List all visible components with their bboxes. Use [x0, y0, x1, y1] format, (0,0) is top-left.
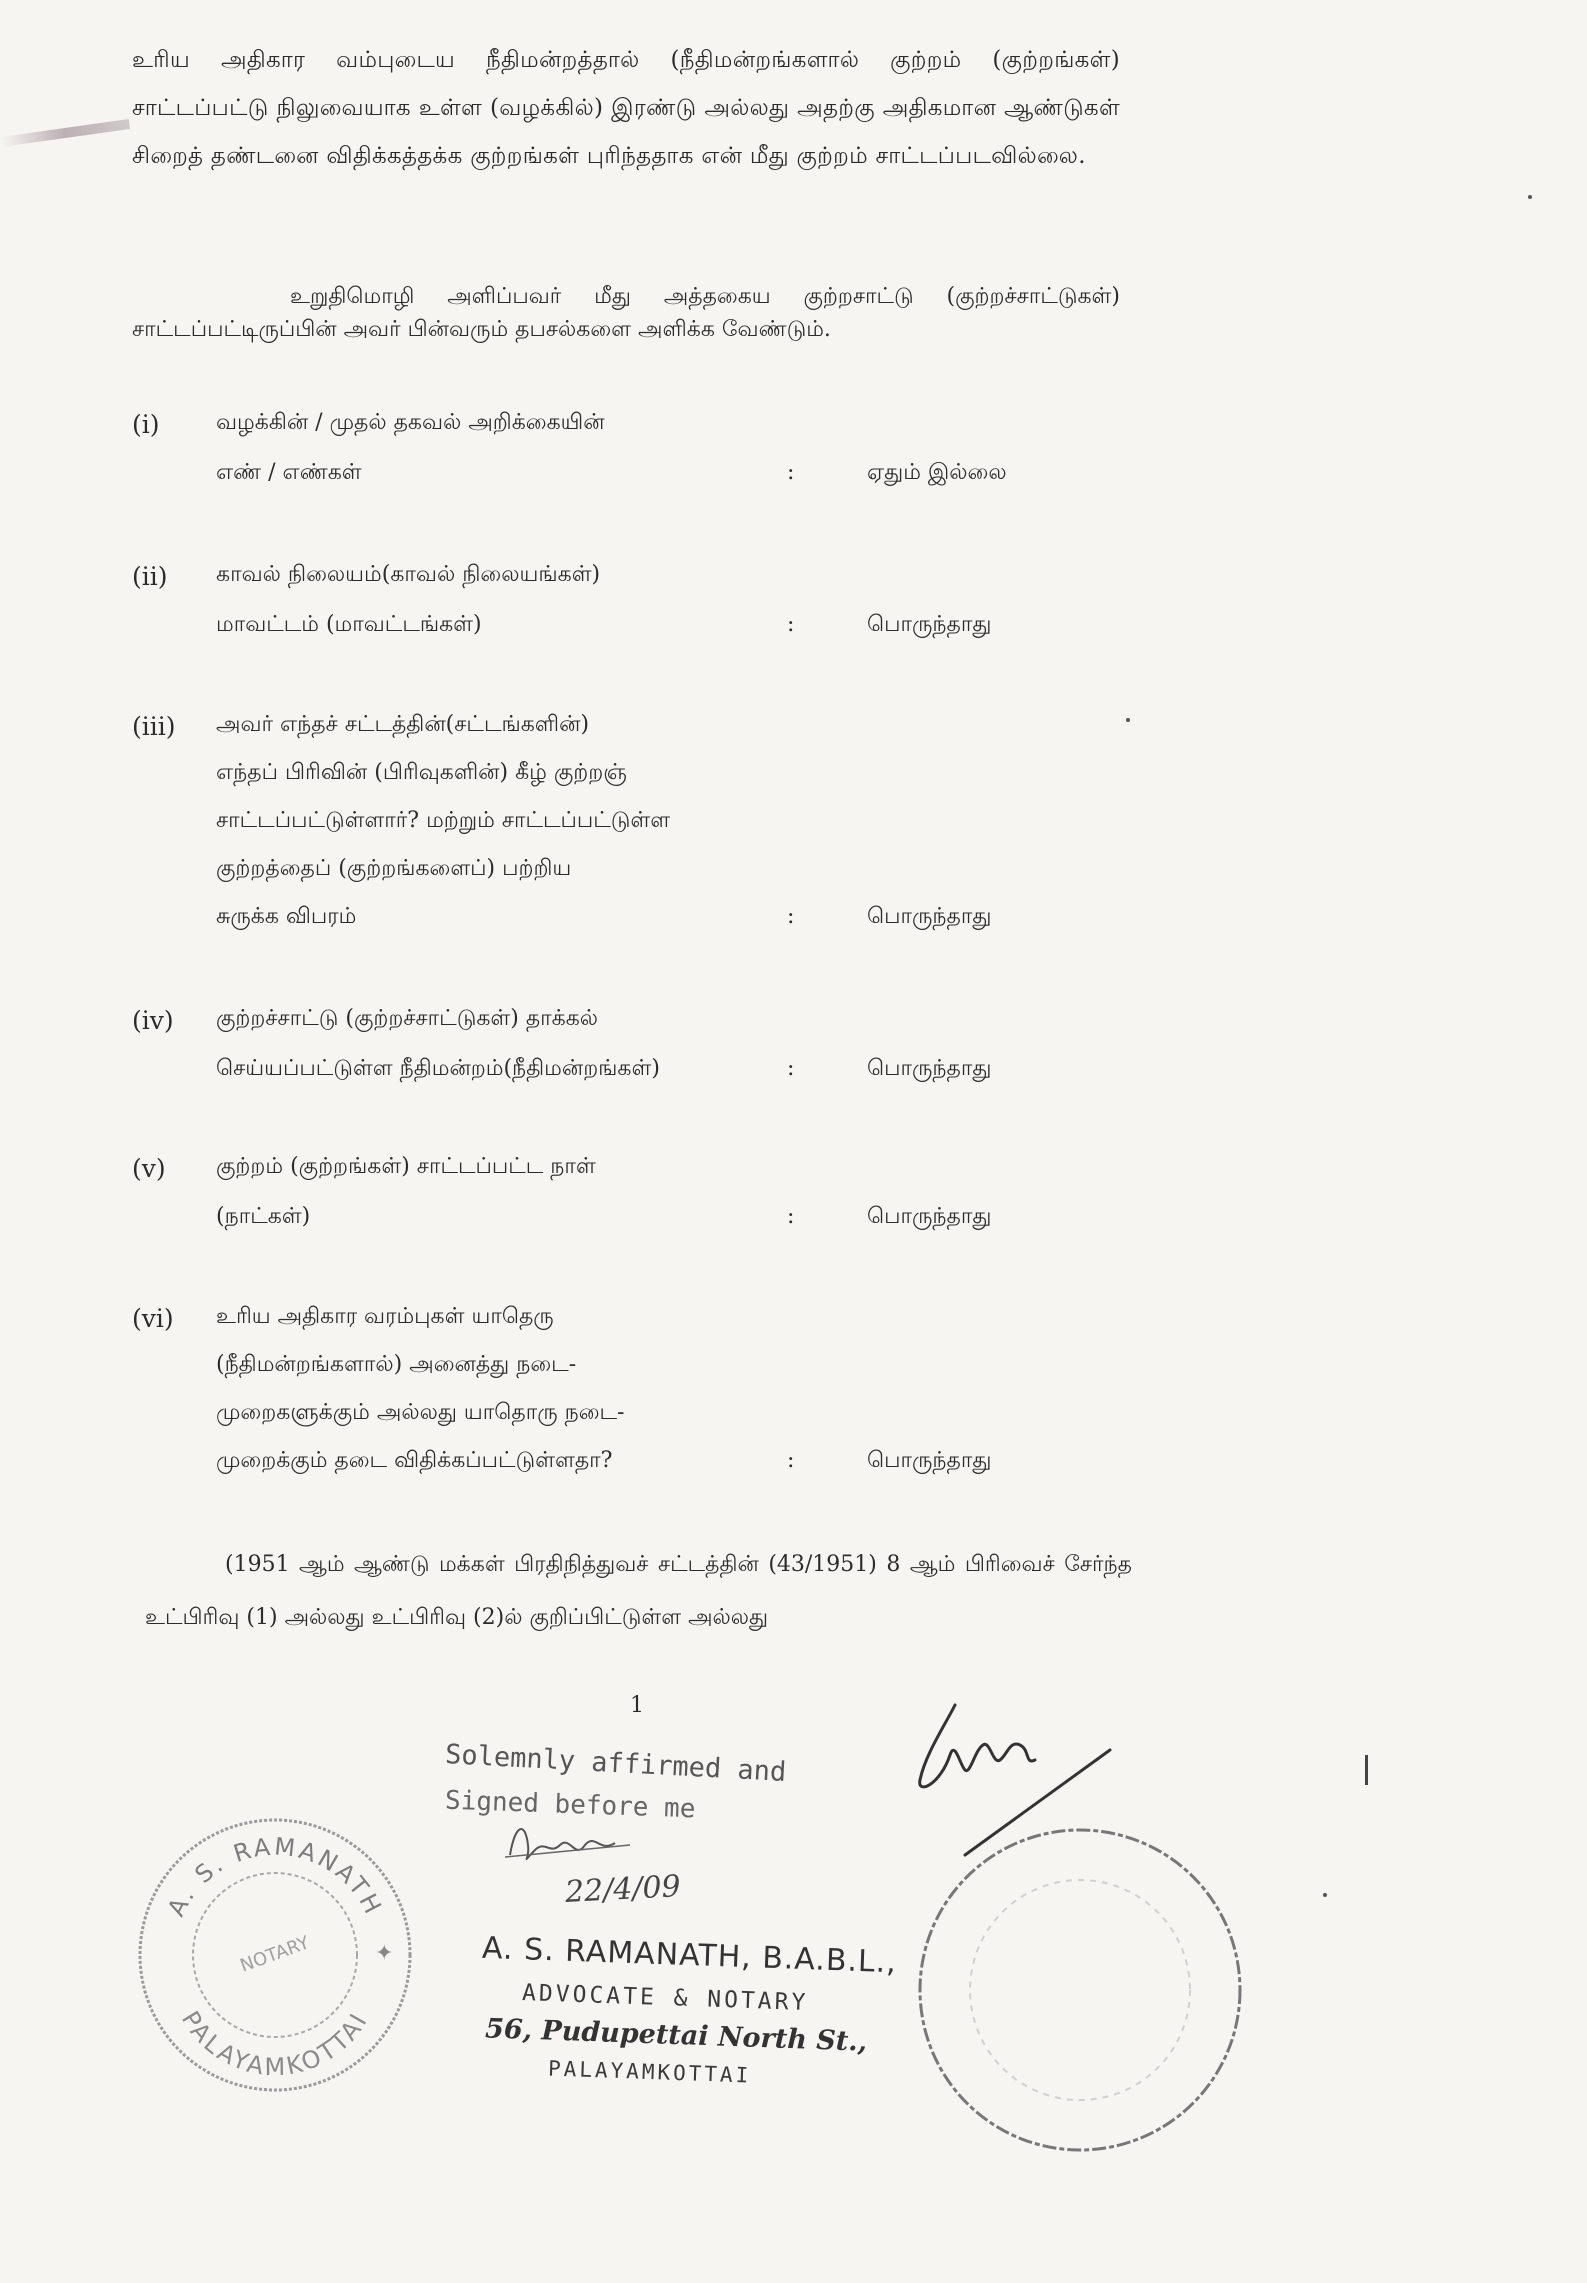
right-seal-ring — [920, 1830, 1240, 2150]
seal-star-icon: ✦ — [375, 1941, 394, 1966]
speck — [1323, 1893, 1327, 1897]
seal-center-text: NOTARY — [237, 1932, 313, 1977]
item-label-line: செய்யப்பட்டுள்ள நீதிமன்றம்(நீதிமன்றங்கள்) — [216, 1056, 660, 1081]
right-faint-seal — [900, 1810, 1260, 2170]
item-label-line: உரிய அதிகார வரம்புகள் யாதெரு — [216, 1304, 554, 1329]
speck — [1126, 718, 1130, 722]
closing-text: (1951 ஆம் ஆண்டு மக்கள் பிரதிநித்துவச் சட்டத்தின் (43/1951) 8 ஆம் பிரிவைச் சேர்ந்த உட்பிரிவு (1) அல்லது உட்பிரிவு (2)ல் குறிப்பிட்டுள்ள அல்லது — [145, 1552, 1132, 1630]
item-number: (ii) — [132, 562, 168, 591]
notary-seal — [130, 1810, 420, 2100]
item-label-line: சாட்டப்பட்டுள்ளார்? மற்றும் சாட்டப்பட்டுள்ள — [216, 808, 671, 833]
notary-signature — [500, 1815, 650, 1875]
notary-name: A. S. RAMANATH, B.A.B.L., — [481, 1930, 898, 1981]
item-label-line: எந்தப் பிரிவின் (பிரிவுகளின்) கீழ் குற்றஞ் — [216, 760, 627, 785]
notary-title: ADVOCATE & NOTARY — [521, 1980, 809, 2016]
item-answer: ஏதும் இல்லை — [867, 460, 1007, 485]
margin-mark — [1365, 1755, 1368, 1785]
item-answer: பொருந்தாது — [867, 1448, 992, 1473]
seal-top-text: A. S. RAMANATH — [162, 1832, 388, 1921]
item-colon: : — [787, 1056, 795, 1081]
item-label-line: மாவட்டம் (மாவட்டங்கள்) — [216, 612, 482, 637]
page-number: 1 — [630, 1693, 644, 1718]
seal-bottom-text: PALAYAMKOTTAI — [176, 2006, 374, 2082]
notary-city: PALAYAMKOTTAI — [547, 2056, 752, 2088]
item-number: (vi) — [132, 1304, 174, 1333]
item-number: (iii) — [132, 712, 176, 741]
signed-line: Signed before me — [444, 1785, 696, 1825]
item-label-line: எண் / எண்கள் — [216, 460, 362, 485]
instruction-text: உறுதிமொழி அளிப்பவர் மீது அத்தகைய குற்றசாட்டு (குற்றச்சாட்டுகள்) சாட்டப்பட்டிருப்பின் அவர் பின்வரும் தபசல்களை அளிக்க வேண்டும். — [132, 284, 1120, 342]
item-colon: : — [787, 460, 795, 485]
item-answer: பொருந்தாது — [867, 1204, 992, 1229]
affirmed-line: Solemnly affirmed and — [444, 1739, 787, 1788]
instruction-paragraph — [132, 280, 1120, 346]
item-label-line: சுருக்க விபரம் — [216, 904, 357, 929]
item-number: (i) — [132, 410, 160, 439]
item-colon: : — [787, 1448, 795, 1473]
item-label-line: அவர் எந்தச் சட்டத்தின்(சட்டங்களின்) — [216, 712, 590, 737]
item-answer: பொருந்தாது — [867, 904, 992, 929]
closing-paragraph — [145, 1538, 1132, 1644]
item-label-line: குற்றம் (குற்றங்கள்) சாட்டப்பட்ட நாள் — [216, 1154, 596, 1179]
item-label-line: காவல் நிலையம்(காவல் நிலையங்கள்) — [216, 562, 601, 587]
item-label-line: குற்றத்தைப் (குற்றங்களைப்) பற்றிய — [216, 856, 572, 881]
item-label-line: குற்றச்சாட்டு (குற்றச்சாட்டுகள்) தாக்கல் — [216, 1006, 599, 1031]
speck — [1528, 195, 1532, 199]
opening-paragraph: உரிய அதிகார வம்புடைய நீதிமன்றத்தால் (நீதிமன்றங்களால் குற்றம் (குற்றங்கள்) சாட்டப்பட்டு நிலுவையாக உள்ள (வழக்கில்) இரண்டு அல்லது அதற்கு அதிகமான ஆண்டுகள் சிறைத் தண்டனை விதிக்கத்தக்க குற்றங்கள் புரிந்ததாக என் மீது குற்றம் சாட்டப்படவில்லை. — [132, 47, 1120, 169]
notary-date: 22/4/09 — [564, 1868, 682, 1911]
notary-address: 56, Pudupettai North St., — [484, 2013, 868, 2058]
item-colon: : — [787, 904, 795, 929]
item-label-line: முறைக்கும் தடை விதிக்கப்பட்டுள்ளதா? — [216, 1448, 613, 1473]
item-label-line: முறைகளுக்கும் அல்லது யாதொரு நடை- — [216, 1400, 625, 1425]
item-colon: : — [787, 1204, 795, 1229]
item-answer: பொருந்தாது — [867, 612, 992, 637]
item-number: (iv) — [132, 1006, 174, 1035]
item-label-line: வழக்கின் / முதல் தகவல் அறிக்கையின் — [216, 410, 605, 435]
item-answer: பொருந்தாது — [867, 1056, 992, 1081]
item-label-line: (நாட்கள்) — [216, 1204, 311, 1229]
item-number: (v) — [132, 1154, 166, 1183]
item-colon: : — [787, 612, 795, 637]
pen-mark — [0, 119, 130, 147]
item-label-line: (நீதிமன்றங்களால்) அனைத்து நடை- — [216, 1352, 577, 1377]
